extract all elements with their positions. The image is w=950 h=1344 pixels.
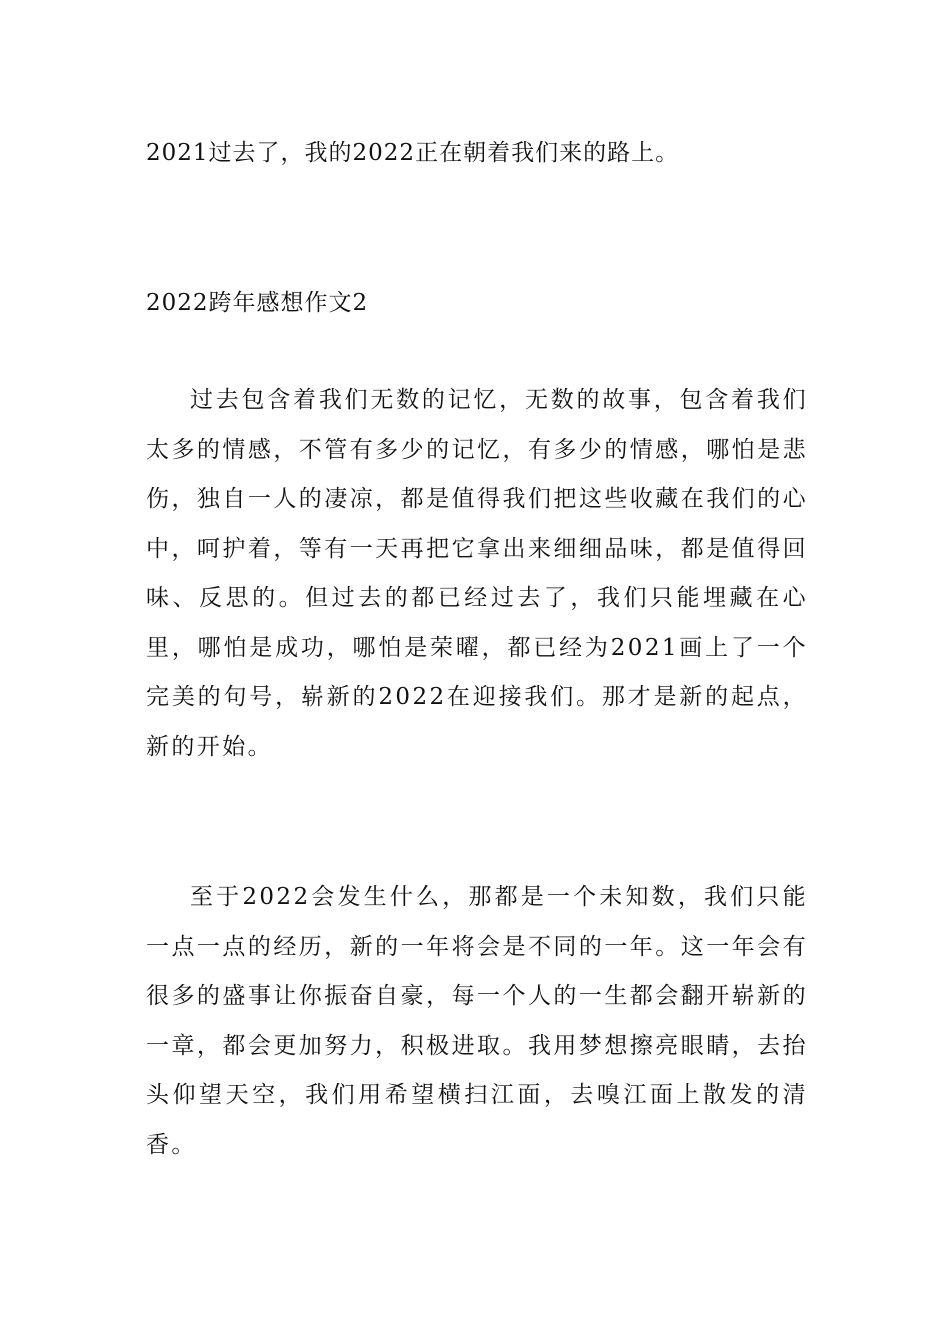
body-paragraph-1: 过去包含着我们无数的记忆，无数的故事，包含着我们太多的情感，不管有多少的记忆，有多少的情感，哪怕是悲伤，独自一人的凄凉，都是值得我们把这些收藏在我们的心中，呵护着，等有一天再把它拿出来细细品味，都是值得回味、反思的。但过去的都已经过去了，我们只能埋藏在心里，哪怕是成功，哪怕是荣曜，都已经为2021画上了一个完美的句号，崭新的2022在迎接我们。那才是新的起点，新的开始。 bbox=[146, 387, 808, 760]
closing-line: 2021过去了，我的2022正在朝着我们来的路上。 bbox=[146, 140, 680, 166]
section-title: 2022跨年感想作文2 bbox=[146, 290, 369, 316]
body-paragraph-2: 至于2022会发生什么，那都是一个未知数，我们只能一点一点的经历，新的一年将会是不同的一年。这一年会有很多的盛事让你振奋自豪，每一个人的一生都会翻开崭新的一章，都会更加努力，积极进取。我用梦想擦亮眼睛，去抬头仰望天空，我们用希望横扫江面，去嗅江面上散发的清香。 bbox=[146, 884, 808, 1158]
